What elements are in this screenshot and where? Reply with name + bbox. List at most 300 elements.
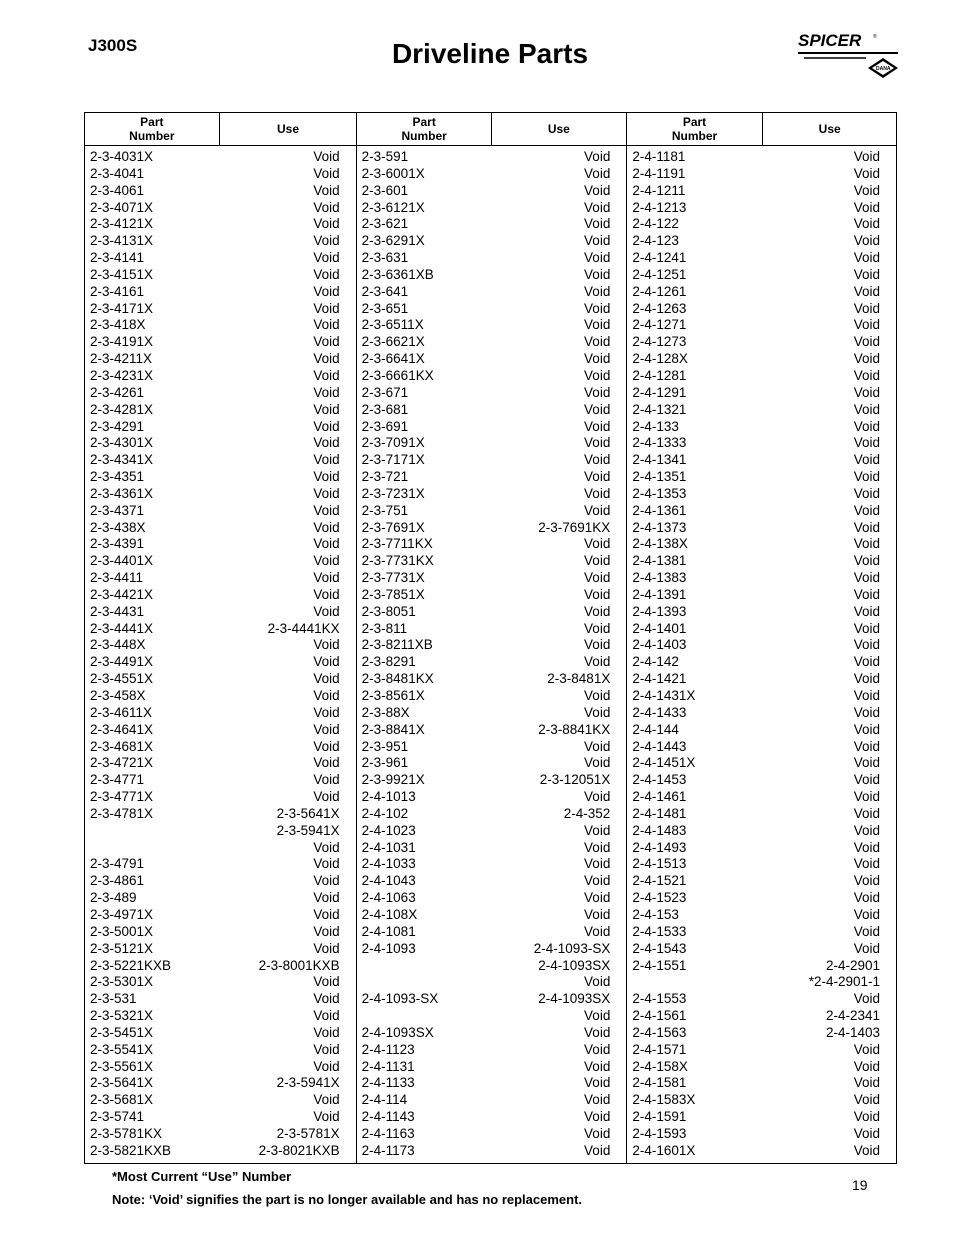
use-cell: Void bbox=[853, 654, 880, 670]
part-number-cell: 2-4-144 bbox=[632, 721, 679, 737]
table-row bbox=[627, 351, 896, 368]
use-cell: Void bbox=[584, 165, 611, 181]
use-cell: Void bbox=[313, 873, 340, 889]
table-row bbox=[627, 840, 896, 857]
part-number-cell: 2-4-1583X bbox=[632, 1092, 696, 1108]
table-row bbox=[85, 1042, 356, 1059]
part-number-cell: 2-3-4681X bbox=[90, 738, 154, 754]
use-cell: Void bbox=[313, 384, 340, 400]
use-cell: 2-3-7691KX bbox=[538, 519, 611, 535]
use-cell: Void bbox=[853, 1092, 880, 1108]
part-number-cell: 2-4-1561 bbox=[632, 1008, 687, 1024]
part-number-cell: 2-4-1461 bbox=[632, 789, 687, 805]
use-cell: Void bbox=[313, 906, 340, 922]
part-number-cell: 2-3-4781X bbox=[90, 805, 154, 821]
table-row bbox=[357, 823, 627, 840]
table-row bbox=[627, 907, 896, 924]
table-row bbox=[627, 991, 896, 1008]
use-cell: Void bbox=[313, 266, 340, 282]
table-row bbox=[627, 856, 896, 873]
table-row bbox=[627, 705, 896, 722]
part-number-cell: 2-3-4421X bbox=[90, 586, 154, 602]
use-cell: 2-3-5941X bbox=[276, 1075, 340, 1091]
part-number-cell: 2-3-5821KXB bbox=[90, 1142, 172, 1158]
use-cell: 2-3-8021KXB bbox=[258, 1142, 340, 1158]
table-row bbox=[627, 958, 896, 975]
svg-text:®: ® bbox=[873, 34, 877, 40]
use-cell: Void bbox=[584, 738, 611, 754]
table-row bbox=[627, 200, 896, 217]
table-row bbox=[357, 688, 627, 705]
part-number-cell: 2-3-5001X bbox=[90, 923, 154, 939]
part-number-cell: 2-4-123 bbox=[632, 233, 679, 249]
table-row bbox=[357, 604, 627, 621]
part-number-cell: 2-3-4641X bbox=[90, 721, 154, 737]
table-row bbox=[627, 183, 896, 200]
use-cell: Void bbox=[853, 620, 880, 636]
table-row bbox=[85, 705, 356, 722]
use-cell: Void bbox=[853, 519, 880, 535]
use-cell: Void bbox=[584, 1058, 611, 1074]
column-group-1 bbox=[85, 146, 356, 1163]
table-row bbox=[357, 301, 627, 318]
table-row bbox=[85, 216, 356, 233]
use-cell: Void bbox=[853, 536, 880, 552]
use-cell: Void bbox=[853, 603, 880, 619]
use-cell: Void bbox=[853, 772, 880, 788]
table-row bbox=[85, 1025, 356, 1042]
part-number-cell: 2-3-8841X bbox=[361, 721, 425, 737]
table-row bbox=[627, 739, 896, 756]
part-number-cell: 2-3-4121X bbox=[90, 216, 154, 232]
part-number-cell: 2-4-1431X bbox=[632, 688, 696, 703]
use-cell: Void bbox=[313, 671, 340, 687]
part-number-cell: 2-3-88X bbox=[361, 704, 410, 720]
part-number-cell: 2-3-8291 bbox=[361, 654, 416, 670]
part-number-cell: 2-4-1131 bbox=[361, 1058, 415, 1074]
use-cell: Void bbox=[313, 923, 340, 939]
use-cell: *2-4-2901-1 bbox=[808, 974, 880, 990]
part-number-cell: 2-3-4351 bbox=[90, 469, 145, 485]
use-cell: Void bbox=[584, 586, 611, 602]
use-cell: Void bbox=[853, 233, 880, 249]
table-row bbox=[627, 873, 896, 890]
table-row bbox=[85, 671, 356, 688]
use-cell: Void bbox=[853, 283, 880, 299]
part-number-cell: 2-4-1421 bbox=[632, 671, 687, 687]
part-number-cell: 2-3-7231X bbox=[361, 485, 425, 501]
part-number-cell: 2-4-1453 bbox=[632, 772, 687, 788]
part-number-cell: 2-4-1383 bbox=[632, 570, 687, 586]
part-number-cell: 2-3-6121X bbox=[361, 199, 425, 215]
table-row bbox=[357, 166, 627, 183]
part-number-cell: 2-3-7091X bbox=[361, 435, 425, 451]
table-row bbox=[85, 200, 356, 217]
use-cell: Void bbox=[313, 688, 340, 703]
part-number-cell: 2-4-1263 bbox=[632, 300, 687, 316]
use-cell: Void bbox=[313, 182, 340, 198]
table-row bbox=[627, 772, 896, 789]
table-row bbox=[357, 503, 627, 520]
part-number-cell: 2-3-4771 bbox=[90, 772, 145, 788]
use-cell: Void bbox=[313, 1041, 340, 1057]
footnote: *Most Current “Use” Number bbox=[112, 1169, 292, 1184]
table-row bbox=[627, 1075, 896, 1092]
part-number-cell: 2-3-7171X bbox=[361, 452, 425, 468]
part-number-cell: 2-3-9921X bbox=[361, 772, 425, 788]
table-row bbox=[85, 806, 356, 823]
use-cell: Void bbox=[584, 283, 611, 299]
use-cell: Void bbox=[313, 317, 340, 333]
part-number-cell: 2-4-1401 bbox=[632, 620, 687, 636]
use-cell: Void bbox=[853, 502, 880, 518]
use-cell: Void bbox=[313, 469, 340, 485]
part-number-cell: 2-3-4131X bbox=[90, 233, 154, 249]
part-number-cell: 2-3-751 bbox=[361, 502, 409, 518]
part-number-cell: 2-3-4441X bbox=[90, 620, 154, 636]
table-row bbox=[627, 267, 896, 284]
table-row bbox=[357, 368, 627, 385]
use-cell: 2-4-1093SX bbox=[538, 991, 611, 1007]
table-row bbox=[85, 1008, 356, 1025]
use-cell: 2-4-1403 bbox=[825, 1024, 880, 1040]
use-cell: Void bbox=[853, 250, 880, 266]
use-cell: Void bbox=[584, 789, 611, 805]
header-use-1: Use bbox=[219, 113, 357, 145]
part-number-cell: 2-4-1043 bbox=[361, 873, 416, 889]
part-number-cell: 2-4-1181 bbox=[632, 149, 686, 164]
part-number-cell: 2-4-1563 bbox=[632, 1024, 687, 1040]
use-cell: Void bbox=[853, 553, 880, 569]
part-number-cell: 2-3-7851X bbox=[361, 586, 425, 602]
table-row bbox=[85, 907, 356, 924]
table-row bbox=[85, 890, 356, 907]
table-row bbox=[357, 469, 627, 486]
part-number-cell: 2-4-1551 bbox=[632, 957, 687, 973]
part-number-cell: 2-4-1023 bbox=[361, 822, 416, 838]
part-number-cell: 2-4-1273 bbox=[632, 334, 687, 350]
use-cell: Void bbox=[584, 890, 611, 906]
table-row bbox=[357, 435, 627, 452]
part-number-cell: 2-4-1553 bbox=[632, 991, 687, 1007]
table-row bbox=[627, 587, 896, 604]
use-cell: 2-3-5781X bbox=[276, 1125, 340, 1141]
table-row bbox=[357, 183, 627, 200]
table-row bbox=[357, 1059, 627, 1076]
use-cell: Void bbox=[313, 300, 340, 316]
table-row bbox=[627, 166, 896, 183]
table-row bbox=[357, 789, 627, 806]
part-number-cell: 2-4-153 bbox=[632, 906, 679, 922]
table-row bbox=[357, 1025, 627, 1042]
table-row bbox=[357, 907, 627, 924]
use-cell: Void bbox=[584, 199, 611, 215]
use-cell: Void bbox=[584, 502, 611, 518]
part-number-cell: 2-3-4491X bbox=[90, 654, 154, 670]
part-number-cell: 2-4-1093-SX bbox=[361, 991, 439, 1007]
table-row bbox=[357, 1143, 627, 1160]
table-row bbox=[627, 1143, 896, 1160]
part-number-cell: 2-3-4151X bbox=[90, 266, 154, 282]
use-cell: Void bbox=[313, 839, 340, 855]
part-number-cell: 2-3-5321X bbox=[90, 1008, 154, 1024]
use-cell: Void bbox=[313, 637, 340, 653]
use-cell: Void bbox=[313, 721, 340, 737]
table-row bbox=[357, 452, 627, 469]
part-number-cell: 2-3-5121X bbox=[90, 940, 154, 956]
part-number-cell: 2-4-1163 bbox=[361, 1125, 415, 1141]
table-row bbox=[357, 536, 627, 553]
part-number-cell: 2-3-621 bbox=[361, 216, 409, 232]
use-cell: Void bbox=[313, 435, 340, 451]
table-row bbox=[357, 705, 627, 722]
part-number-cell: 2-3-4771X bbox=[90, 789, 154, 805]
use-cell: Void bbox=[853, 906, 880, 922]
table-row bbox=[85, 402, 356, 419]
part-number-cell: 2-4-1093SX bbox=[361, 1024, 434, 1040]
part-number-cell: 2-3-591 bbox=[361, 149, 409, 164]
table-row bbox=[357, 1109, 627, 1126]
table-row bbox=[627, 755, 896, 772]
use-cell: Void bbox=[853, 351, 880, 367]
use-cell: Void bbox=[313, 536, 340, 552]
part-number-cell: 2-4-1321 bbox=[632, 401, 687, 417]
use-cell: Void bbox=[313, 233, 340, 249]
part-number-cell: 2-3-5681X bbox=[90, 1092, 154, 1108]
table-row bbox=[357, 958, 627, 975]
table-row bbox=[357, 402, 627, 419]
use-cell: Void bbox=[584, 906, 611, 922]
table-body bbox=[85, 146, 896, 1163]
part-number-cell: 2-4-108X bbox=[361, 906, 418, 922]
table-row bbox=[357, 924, 627, 941]
table-row bbox=[85, 840, 356, 857]
table-row bbox=[357, 351, 627, 368]
use-cell: Void bbox=[584, 536, 611, 552]
part-number-cell: 2-3-5561X bbox=[90, 1058, 154, 1074]
part-number-cell: 2-4-1443 bbox=[632, 738, 687, 754]
use-cell: Void bbox=[313, 755, 340, 771]
use-cell: Void bbox=[584, 856, 611, 872]
part-number-cell: 2-4-1353 bbox=[632, 485, 687, 501]
use-cell: Void bbox=[584, 1142, 611, 1158]
table-row bbox=[357, 200, 627, 217]
part-number-cell: 2-3-6661KX bbox=[361, 367, 434, 383]
table-row bbox=[357, 1126, 627, 1143]
use-cell: Void bbox=[853, 789, 880, 805]
use-cell: Void bbox=[584, 755, 611, 771]
table-row bbox=[627, 789, 896, 806]
table-row bbox=[627, 216, 896, 233]
use-cell: Void bbox=[853, 182, 880, 198]
use-cell: Void bbox=[584, 839, 611, 855]
part-number-cell: 2-3-6291X bbox=[361, 233, 425, 249]
table-row bbox=[357, 233, 627, 250]
use-cell: Void bbox=[584, 384, 611, 400]
table-row bbox=[85, 419, 356, 436]
part-number-cell: 2-3-8051 bbox=[361, 603, 416, 619]
table-row bbox=[357, 267, 627, 284]
table-row bbox=[357, 755, 627, 772]
table-row bbox=[357, 739, 627, 756]
part-number-cell: 2-4-1173 bbox=[361, 1142, 415, 1158]
use-cell: Void bbox=[584, 704, 611, 720]
use-cell: Void bbox=[584, 317, 611, 333]
use-cell: Void bbox=[584, 1008, 611, 1024]
use-cell: Void bbox=[853, 1142, 880, 1158]
use-cell: Void bbox=[584, 1041, 611, 1057]
table-row bbox=[627, 722, 896, 739]
part-number-cell: 2-4-1593 bbox=[632, 1125, 687, 1141]
table-row bbox=[85, 1143, 356, 1160]
part-number-cell: 2-3-448X bbox=[90, 637, 146, 653]
table-row bbox=[357, 1008, 627, 1025]
use-cell: Void bbox=[584, 553, 611, 569]
use-cell: Void bbox=[853, 165, 880, 181]
use-cell: Void bbox=[853, 570, 880, 586]
use-cell: Void bbox=[313, 334, 340, 350]
use-cell: Void bbox=[313, 586, 340, 602]
part-number-cell: 2-4-1013 bbox=[361, 789, 416, 805]
table-row bbox=[627, 419, 896, 436]
use-cell: Void bbox=[584, 620, 611, 636]
table-row bbox=[85, 1109, 356, 1126]
table-row bbox=[85, 486, 356, 503]
use-cell: 2-4-1093SX bbox=[538, 957, 611, 973]
use-cell: Void bbox=[853, 755, 880, 771]
part-number-cell: 2-4-1213 bbox=[632, 199, 687, 215]
part-number-cell: 2-4-1433 bbox=[632, 704, 687, 720]
part-number-cell: 2-4-1543 bbox=[632, 940, 687, 956]
table-row bbox=[85, 722, 356, 739]
part-number-cell: 2-4-133 bbox=[632, 418, 679, 434]
use-cell: 2-3-8841KX bbox=[538, 721, 611, 737]
part-number-cell: 2-4-1081 bbox=[361, 923, 416, 939]
use-cell: Void bbox=[853, 721, 880, 737]
use-cell: Void bbox=[584, 1092, 611, 1108]
table-row bbox=[357, 570, 627, 587]
use-cell: Void bbox=[313, 367, 340, 383]
part-number-cell: 2-3-5781KX bbox=[90, 1125, 163, 1141]
table-row bbox=[627, 621, 896, 638]
header-part-number-2: Part Number bbox=[356, 113, 491, 145]
part-number-cell: 2-3-721 bbox=[361, 469, 409, 485]
table-row bbox=[357, 520, 627, 537]
use-cell: Void bbox=[584, 570, 611, 586]
part-number-cell: 2-3-6001X bbox=[361, 165, 425, 181]
use-cell: Void bbox=[584, 603, 611, 619]
table-row bbox=[85, 941, 356, 958]
part-number-cell: 2-3-6361XB bbox=[361, 266, 434, 282]
table-row bbox=[357, 149, 627, 166]
table-row bbox=[627, 570, 896, 587]
part-number-cell: 2-3-4211X bbox=[90, 351, 153, 367]
table-row bbox=[85, 452, 356, 469]
table-row bbox=[85, 1092, 356, 1109]
part-number-cell bbox=[357, 1008, 362, 1025]
table-row bbox=[357, 671, 627, 688]
table-row bbox=[627, 1025, 896, 1042]
use-cell: Void bbox=[853, 923, 880, 939]
table-row bbox=[357, 419, 627, 436]
use-cell: Void bbox=[584, 233, 611, 249]
part-number-cell: 2-4-1063 bbox=[361, 890, 416, 906]
part-number-cell: 2-4-122 bbox=[632, 216, 679, 232]
use-cell: Void bbox=[853, 485, 880, 501]
table-row bbox=[85, 621, 356, 638]
table-row bbox=[85, 789, 356, 806]
table-header bbox=[85, 113, 896, 146]
use-cell: Void bbox=[584, 1024, 611, 1040]
table-row bbox=[627, 1008, 896, 1025]
table-row bbox=[357, 806, 627, 823]
use-cell: Void bbox=[853, 637, 880, 653]
table-row bbox=[627, 284, 896, 301]
part-number-cell: 2-3-7711KX bbox=[361, 536, 433, 552]
use-cell: Void bbox=[584, 334, 611, 350]
table-row bbox=[357, 974, 627, 991]
use-cell: Void bbox=[313, 1092, 340, 1108]
table-row bbox=[627, 924, 896, 941]
use-cell: Void bbox=[313, 519, 340, 535]
header-use-3: Use bbox=[762, 113, 896, 145]
table-row bbox=[627, 149, 896, 166]
use-cell: Void bbox=[853, 822, 880, 838]
use-cell: Void bbox=[584, 182, 611, 198]
doc-code: J300S bbox=[88, 36, 138, 55]
part-number-cell: 2-3-4281X bbox=[90, 401, 154, 417]
use-cell: Void bbox=[853, 469, 880, 485]
part-number-cell: 2-4-1123 bbox=[361, 1041, 415, 1057]
use-cell: Void bbox=[313, 216, 340, 232]
use-cell: Void bbox=[853, 317, 880, 333]
table-row bbox=[627, 1059, 896, 1076]
use-cell: 2-3-8481X bbox=[547, 671, 611, 687]
part-number-cell: 2-3-489 bbox=[90, 890, 137, 906]
table-row bbox=[85, 991, 356, 1008]
use-cell: Void bbox=[584, 367, 611, 383]
use-cell: Void bbox=[853, 991, 880, 1007]
table-row bbox=[627, 503, 896, 520]
table-row bbox=[627, 520, 896, 537]
table-row bbox=[627, 317, 896, 334]
part-number-cell: 2-4-1373 bbox=[632, 519, 687, 535]
use-cell: Void bbox=[313, 401, 340, 417]
table-row bbox=[357, 772, 627, 789]
page-title: Driveline Parts bbox=[391, 38, 589, 69]
use-cell: Void bbox=[313, 502, 340, 518]
part-number-cell: 2-3-4161 bbox=[90, 283, 145, 299]
part-number-cell: 2-3-4401X bbox=[90, 553, 154, 569]
table-row bbox=[627, 637, 896, 654]
use-cell: Void bbox=[584, 216, 611, 232]
use-cell: Void bbox=[584, 452, 611, 468]
part-number-cell: 2-4-1143 bbox=[361, 1109, 415, 1125]
part-number-cell: 2-4-1523 bbox=[632, 890, 687, 906]
part-number-cell: 2-4-1403 bbox=[632, 637, 687, 653]
table-row bbox=[357, 621, 627, 638]
table-row bbox=[627, 1092, 896, 1109]
use-cell: Void bbox=[853, 266, 880, 282]
part-number-cell: 2-4-1351 bbox=[632, 469, 687, 485]
part-number-cell: 2-4-1393 bbox=[632, 603, 687, 619]
table-row bbox=[85, 284, 356, 301]
table-row bbox=[85, 301, 356, 318]
use-cell: Void bbox=[313, 789, 340, 805]
part-number-cell: 2-4-1031 bbox=[361, 839, 416, 855]
table-row bbox=[357, 385, 627, 402]
use-cell: Void bbox=[584, 873, 611, 889]
